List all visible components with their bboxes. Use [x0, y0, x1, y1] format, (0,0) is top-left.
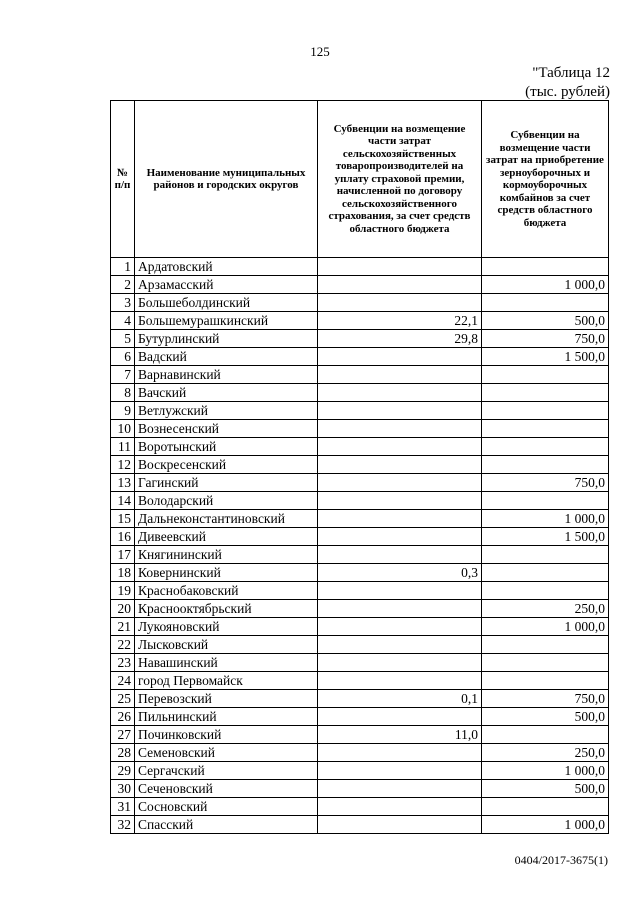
row-value-b: 250,0 — [482, 600, 609, 618]
row-name: Сергачский — [135, 762, 318, 780]
row-name: Воротынский — [135, 438, 318, 456]
row-num: 17 — [111, 546, 135, 564]
header-col-a: Субвенции на возмещение части затрат сельскохозяйственных товаропроизводителей на уплату страховой премии, начисленной по договору сельскохозяйственного страхования, за счет средств областного бюджета — [318, 101, 482, 258]
row-name: Ардатовский — [135, 258, 318, 276]
row-value-b: 1 500,0 — [482, 528, 609, 546]
table-body — [111, 258, 609, 834]
row-num: 8 — [111, 384, 135, 402]
row-name: Краснооктябрьский — [135, 600, 318, 618]
row-value-b: 750,0 — [482, 474, 609, 492]
row-value-a: 29,8 — [318, 330, 482, 348]
row-name: Дальнеконстантиновский — [135, 510, 318, 528]
table-row — [111, 384, 609, 402]
row-num: 25 — [111, 690, 135, 708]
row-num: 18 — [111, 564, 135, 582]
row-value-b: 750,0 — [482, 330, 609, 348]
row-name: Большемурашкинский — [135, 312, 318, 330]
row-value-b — [482, 636, 609, 654]
row-num: 31 — [111, 798, 135, 816]
header-name: Наименование муниципальных районов и городских округов — [135, 101, 318, 258]
row-num: 3 — [111, 294, 135, 312]
table-header-row — [111, 101, 609, 258]
row-value-a — [318, 816, 482, 834]
row-num: 20 — [111, 600, 135, 618]
table-row — [111, 492, 609, 510]
row-name: Лукояновский — [135, 618, 318, 636]
row-value-a — [318, 546, 482, 564]
header-col-b: Субвенции на возмещение части затрат на приобретение зерноуборочных и кормоуборочных комбайнов за счет средств областного бюджета — [482, 101, 609, 258]
table-row — [111, 366, 609, 384]
table-row — [111, 258, 609, 276]
row-value-a — [318, 420, 482, 438]
row-value-b: 1 000,0 — [482, 762, 609, 780]
row-value-b — [482, 456, 609, 474]
row-value-b — [482, 420, 609, 438]
row-num: 27 — [111, 726, 135, 744]
row-value-a — [318, 438, 482, 456]
row-num: 21 — [111, 618, 135, 636]
row-num: 14 — [111, 492, 135, 510]
row-value-a — [318, 600, 482, 618]
row-num: 13 — [111, 474, 135, 492]
row-value-a — [318, 636, 482, 654]
row-value-b — [482, 294, 609, 312]
row-name: Вознесенский — [135, 420, 318, 438]
row-name: Большеболдинский — [135, 294, 318, 312]
table-row — [111, 798, 609, 816]
row-value-b — [482, 384, 609, 402]
row-num: 11 — [111, 438, 135, 456]
table-row — [111, 690, 609, 708]
row-num: 7 — [111, 366, 135, 384]
row-name: Семеновский — [135, 744, 318, 762]
table-row — [111, 294, 609, 312]
row-name: Лысковский — [135, 636, 318, 654]
row-name: Воскресенский — [135, 456, 318, 474]
row-value-b — [482, 366, 609, 384]
row-value-a — [318, 492, 482, 510]
row-num: 23 — [111, 654, 135, 672]
table-row — [111, 582, 609, 600]
row-value-b — [482, 672, 609, 690]
table-title: "Таблица 12 — [532, 65, 610, 81]
row-value-b: 1 000,0 — [482, 276, 609, 294]
row-num: 12 — [111, 456, 135, 474]
row-name: Починковский — [135, 726, 318, 744]
row-num: 32 — [111, 816, 135, 834]
row-value-a: 22,1 — [318, 312, 482, 330]
row-name: Перевозский — [135, 690, 318, 708]
table-row — [111, 330, 609, 348]
row-value-a — [318, 672, 482, 690]
table-row — [111, 348, 609, 366]
row-value-a — [318, 348, 482, 366]
row-value-a — [318, 456, 482, 474]
row-value-a — [318, 402, 482, 420]
row-name: Пильнинский — [135, 708, 318, 726]
table-row — [111, 672, 609, 690]
row-name: Ветлужский — [135, 402, 318, 420]
row-name: Княгининский — [135, 546, 318, 564]
row-name: Вадский — [135, 348, 318, 366]
row-value-a — [318, 384, 482, 402]
table-row — [111, 456, 609, 474]
row-value-b — [482, 564, 609, 582]
row-num: 30 — [111, 780, 135, 798]
row-value-a — [318, 618, 482, 636]
row-value-a — [318, 762, 482, 780]
row-value-b: 1 000,0 — [482, 510, 609, 528]
row-value-a — [318, 474, 482, 492]
row-value-a — [318, 654, 482, 672]
row-num: 1 — [111, 258, 135, 276]
row-num: 6 — [111, 348, 135, 366]
page-number: 125 — [310, 44, 330, 59]
row-name: Спасский — [135, 816, 318, 834]
row-num: 28 — [111, 744, 135, 762]
row-value-a — [318, 510, 482, 528]
row-value-b: 500,0 — [482, 708, 609, 726]
row-value-b — [482, 438, 609, 456]
table-row — [111, 744, 609, 762]
table-row — [111, 762, 609, 780]
table-caption — [525, 64, 610, 102]
subsidies-table — [110, 100, 609, 834]
table-units: (тыс. рублей) — [525, 84, 610, 100]
table-row — [111, 276, 609, 294]
row-name: Володарский — [135, 492, 318, 510]
row-value-a — [318, 780, 482, 798]
row-num: 26 — [111, 708, 135, 726]
row-value-a — [318, 582, 482, 600]
row-num: 4 — [111, 312, 135, 330]
table-row — [111, 780, 609, 798]
row-num: 5 — [111, 330, 135, 348]
row-value-a: 0,1 — [318, 690, 482, 708]
row-name: Сеченовский — [135, 780, 318, 798]
row-num: 16 — [111, 528, 135, 546]
row-name: Вачский — [135, 384, 318, 402]
row-value-b: 500,0 — [482, 780, 609, 798]
table-row — [111, 546, 609, 564]
row-value-b — [482, 582, 609, 600]
row-value-a — [318, 294, 482, 312]
row-value-a — [318, 366, 482, 384]
row-value-a — [318, 258, 482, 276]
row-name: Арзамасский — [135, 276, 318, 294]
row-value-b: 500,0 — [482, 312, 609, 330]
table-row — [111, 402, 609, 420]
row-value-b — [482, 258, 609, 276]
table-row — [111, 474, 609, 492]
table-row — [111, 636, 609, 654]
table-row — [111, 564, 609, 582]
row-name: Варнавинский — [135, 366, 318, 384]
table-row — [111, 816, 609, 834]
row-name: город Первомайск — [135, 672, 318, 690]
table-row — [111, 312, 609, 330]
row-num: 29 — [111, 762, 135, 780]
row-num: 15 — [111, 510, 135, 528]
document-code: 0404/2017-3675(1) — [514, 853, 608, 867]
table-row — [111, 528, 609, 546]
row-value-b: 1 500,0 — [482, 348, 609, 366]
row-value-b: 1 000,0 — [482, 618, 609, 636]
row-name: Ковернинский — [135, 564, 318, 582]
row-value-b — [482, 492, 609, 510]
table-row — [111, 618, 609, 636]
row-num: 9 — [111, 402, 135, 420]
row-value-b: 750,0 — [482, 690, 609, 708]
table-row — [111, 438, 609, 456]
row-name: Гагинский — [135, 474, 318, 492]
row-name: Краснобаковский — [135, 582, 318, 600]
row-num: 19 — [111, 582, 135, 600]
row-value-b — [482, 726, 609, 744]
table-row — [111, 654, 609, 672]
row-value-b: 1 000,0 — [482, 816, 609, 834]
row-name: Дивеевский — [135, 528, 318, 546]
row-value-b — [482, 402, 609, 420]
header-num: № п/п — [111, 101, 135, 258]
row-num: 24 — [111, 672, 135, 690]
row-value-a: 11,0 — [318, 726, 482, 744]
table-row — [111, 708, 609, 726]
row-num: 10 — [111, 420, 135, 438]
row-value-b: 250,0 — [482, 744, 609, 762]
row-num: 22 — [111, 636, 135, 654]
table-row — [111, 510, 609, 528]
row-value-a — [318, 798, 482, 816]
row-num: 2 — [111, 276, 135, 294]
row-value-a — [318, 744, 482, 762]
row-value-a — [318, 528, 482, 546]
row-value-a — [318, 708, 482, 726]
row-name: Навашинский — [135, 654, 318, 672]
row-value-b — [482, 546, 609, 564]
row-name: Сосновский — [135, 798, 318, 816]
table-row — [111, 420, 609, 438]
row-value-a: 0,3 — [318, 564, 482, 582]
table-row — [111, 726, 609, 744]
row-value-b — [482, 798, 609, 816]
table-row — [111, 600, 609, 618]
row-name: Бутурлинский — [135, 330, 318, 348]
row-value-a — [318, 276, 482, 294]
row-value-b — [482, 654, 609, 672]
